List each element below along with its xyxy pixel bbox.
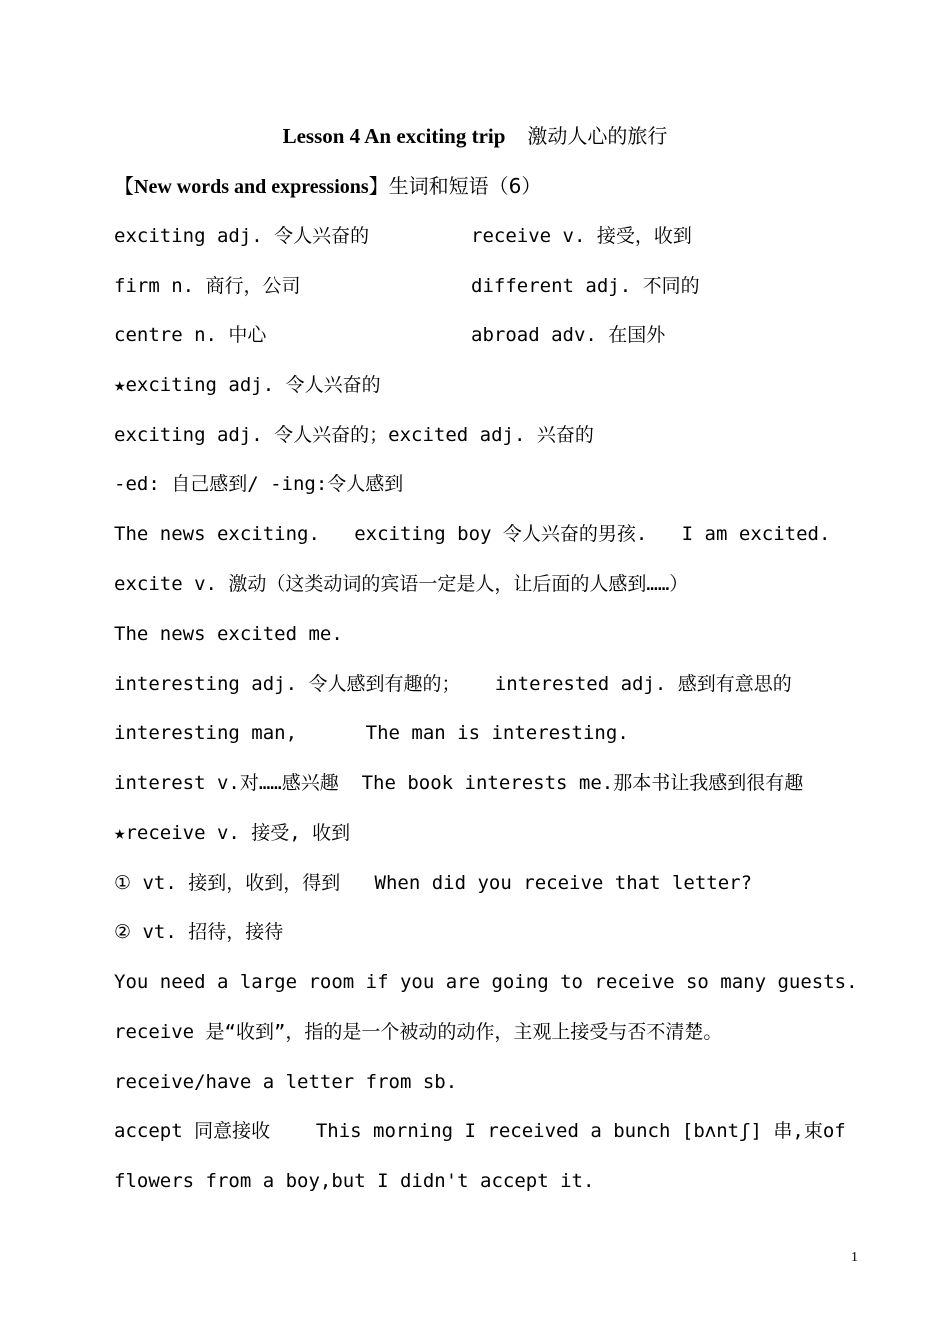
heading-chinese: 生词和短语（6）	[388, 174, 542, 198]
text-line: accept 同意接收 This morning I received a bunch [bʌntʃ] 串,束of	[114, 1120, 846, 1142]
text-line: excite v. 激动（这类动词的宾语一定是人，让后面的人感到……）	[114, 573, 689, 595]
text-line: exciting adj. 令人兴奋的；excited adj. 兴奋的	[114, 424, 594, 446]
text-line: -ed: 自己感到/ -ing:令人感到	[114, 473, 404, 495]
title-english: Lesson 4 An exciting trip	[282, 124, 506, 148]
text-line: flowers from a boy,but I didn't accept it.	[114, 1170, 595, 1192]
text-line: receive/have a letter from sb.	[114, 1071, 458, 1093]
title-chinese: 激动人心的旅行	[527, 124, 668, 148]
lesson-title	[0, 122, 950, 150]
vocab-right-1: receive v. 接受，收到	[471, 225, 692, 247]
text-line: You need a large room if you are going to receive so many guests.	[114, 971, 858, 993]
text-line: receive 是“收到”，指的是一个被动的动作，主观上接受与否不清楚。	[114, 1021, 723, 1043]
vocab-left-3: centre n. 中心	[114, 324, 267, 346]
text-line: interesting man, The man is interesting.	[114, 722, 629, 744]
page-number: 1	[851, 1250, 858, 1265]
vocab-right-2: different adj. 不同的	[471, 275, 700, 297]
text-line: interesting adj. 令人感到有趣的； interested adj. 感到有意思的	[114, 673, 792, 695]
text-line: The news exciting. exciting boy 令人兴奋的男孩. I am excited.	[114, 523, 831, 545]
text-line: ★exciting adj. 令人兴奋的	[114, 374, 381, 396]
vocab-left-1: exciting adj. 令人兴奋的	[114, 225, 370, 247]
heading-english: New words and expressions	[134, 176, 369, 198]
vocab-right-3: abroad adv. 在国外	[471, 324, 666, 346]
text-line: interest v.对……感兴趣 The book interests me.那本书让我感到很有趣	[114, 772, 804, 794]
text-line: ★receive v. 接受, 收到	[114, 822, 351, 844]
vocab-left-2: firm n. 商行，公司	[114, 275, 301, 297]
text-line: ② vt. 招待，接待	[114, 921, 284, 943]
text-line: The news excited me.	[114, 623, 343, 645]
text-line: ① vt. 接到，收到，得到 When did you receive that letter?	[114, 872, 753, 894]
section-heading: 【New words and expressions】生词和短语（6）	[114, 174, 542, 198]
